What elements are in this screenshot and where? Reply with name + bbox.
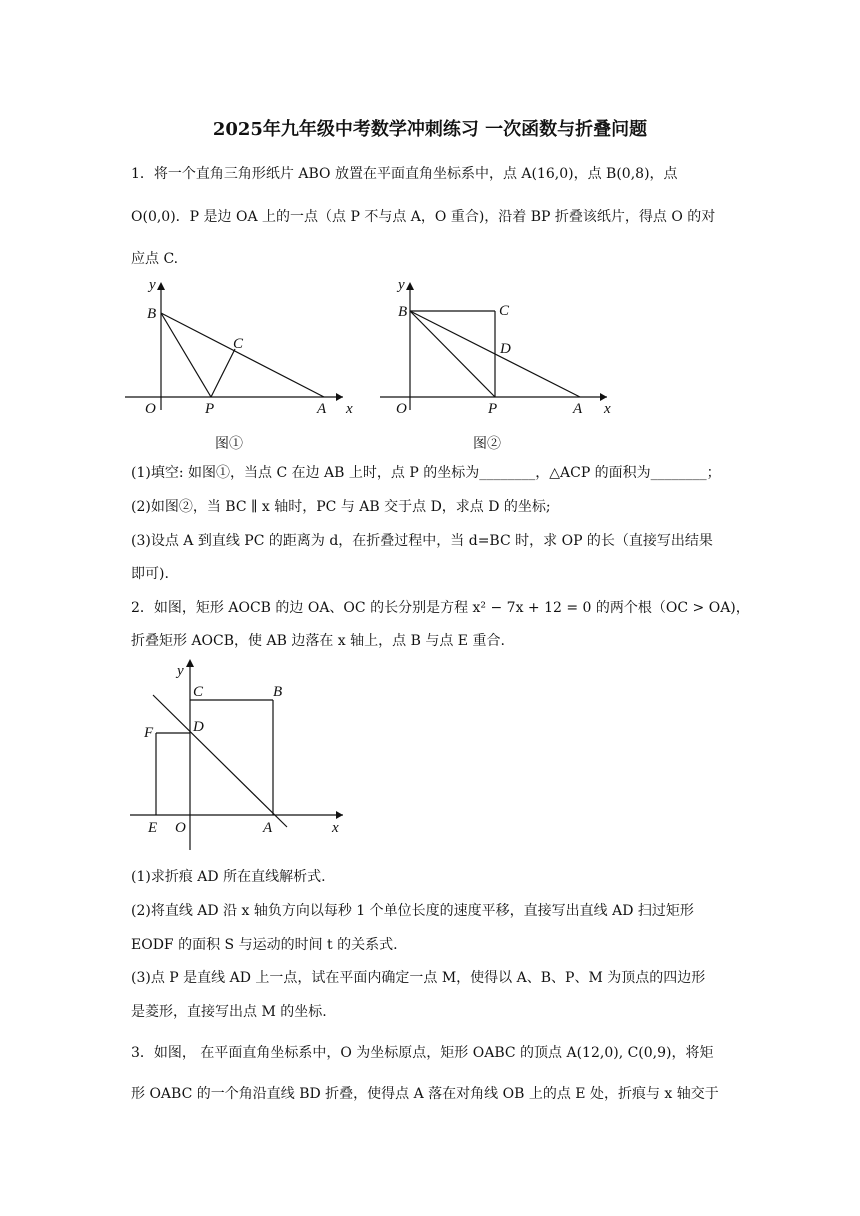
q1-figure-1 (125, 278, 355, 418)
fig2-label-a: A (573, 401, 583, 417)
q1-text-line3: 应点 C. (131, 251, 179, 267)
fig1-caption: 图① (215, 436, 243, 452)
q2-part2-line2: EODF 的面积 S 与运动的时间 t 的关系式. (131, 937, 398, 953)
q1-text-line2: O(0,0)．P 是边 OA 上的一点（点 P 不与点 A，O 重合)，沿着 BP 折叠该纸片，得点 O 的对 (131, 209, 716, 225)
fig2-caption: 图② (473, 436, 501, 452)
fig3-label-d: D (193, 719, 204, 735)
q2-part1: (1)求折痕 AD 所在直线解析式. (131, 869, 326, 885)
q3-text-line1: 3．如图， 在平面直角坐标系中，O 为坐标原点，矩形 OABC 的顶点 A(12,0), C(0,9)，将矩 (131, 1045, 714, 1061)
fig2-label-y: y (398, 277, 405, 293)
fig2-label-o: O (396, 401, 407, 417)
fig3-label-b: B (273, 684, 283, 700)
fig1-label-a: A (317, 401, 327, 417)
fig2-label-c: C (499, 303, 510, 319)
fig3-label-y: y (177, 663, 184, 679)
fig1-label-o: O (145, 401, 156, 417)
fig1-label-c: C (233, 336, 244, 352)
fig2-label-x: x (604, 401, 611, 417)
q1-part2: (2)如图②，当 BC ∥ x 轴时，PC 与 AB 交于点 D，求点 D 的坐标; (131, 499, 551, 515)
fig1-label-b: B (147, 306, 157, 322)
q3-text-line2: 形 OABC 的一个角沿直线 BD 折叠，使得点 A 落在对角线 OB 上的点 E 处，折痕与 x 轴交于 (131, 1086, 719, 1102)
q1-text-line1: 1．将一个直角三角形纸片 ABO 放置在平面直角坐标系中，点 A(16,0)，点 B(0,8)，点 (131, 166, 678, 182)
q1-part3-line1: (3)设点 A 到直线 PC 的距离为 d，在折叠过程中，当 d=BC 时，求 OP 的长（直接写出结果 (131, 533, 713, 549)
fig3-label-e: E (148, 820, 158, 836)
fig3-label-c: C (193, 684, 204, 700)
fig2-label-b: B (398, 304, 408, 320)
q1-part1: (1)填空: 如图①，当点 C 在边 AB 上时，点 P 的坐标为________，△ACP 的面积为________； (131, 465, 721, 481)
page-title: 2025年九年级中考数学冲刺练习 一次函数与折叠问题 (212, 119, 648, 140)
fig3-label-x: x (332, 820, 339, 836)
q2-part2-line1: (2)将直线 AD 沿 x 轴负方向以每秒 1 个单位长度的速度平移，直接写出直线 AD 扫过矩形 (131, 903, 694, 919)
fig2-label-p: P (488, 401, 498, 417)
q1-figure-2 (380, 278, 620, 418)
fig3-label-f: F (144, 725, 154, 741)
q2-part3-line2: 是菱形，直接写出点 M 的坐标. (131, 1004, 327, 1020)
fig1-label-p: P (205, 401, 215, 417)
fig1-label-y: y (149, 277, 156, 293)
q2-text-line2: 折叠矩形 AOCB，使 AB 边落在 x 轴上，点 B 与点 E 重合. (131, 633, 505, 649)
q1-part3-line2: 即可). (131, 566, 169, 582)
fig3-label-o: O (175, 820, 186, 836)
q2-text-line1: 2．如图，矩形 AOCB 的边 OA、OC 的长分别是方程 x² − 7x + 12 = 0 的两个根（OC > OA)， (131, 600, 750, 616)
fig2-label-d: D (500, 341, 511, 357)
q2-figure (125, 655, 355, 855)
fig3-label-a: A (263, 820, 273, 836)
q2-part3-line1: (3)点 P 是直线 AD 上一点，试在平面内确定一点 M，使得以 A、B、P、M 为顶点的四边形 (131, 970, 706, 986)
fig1-label-x: x (346, 401, 353, 417)
